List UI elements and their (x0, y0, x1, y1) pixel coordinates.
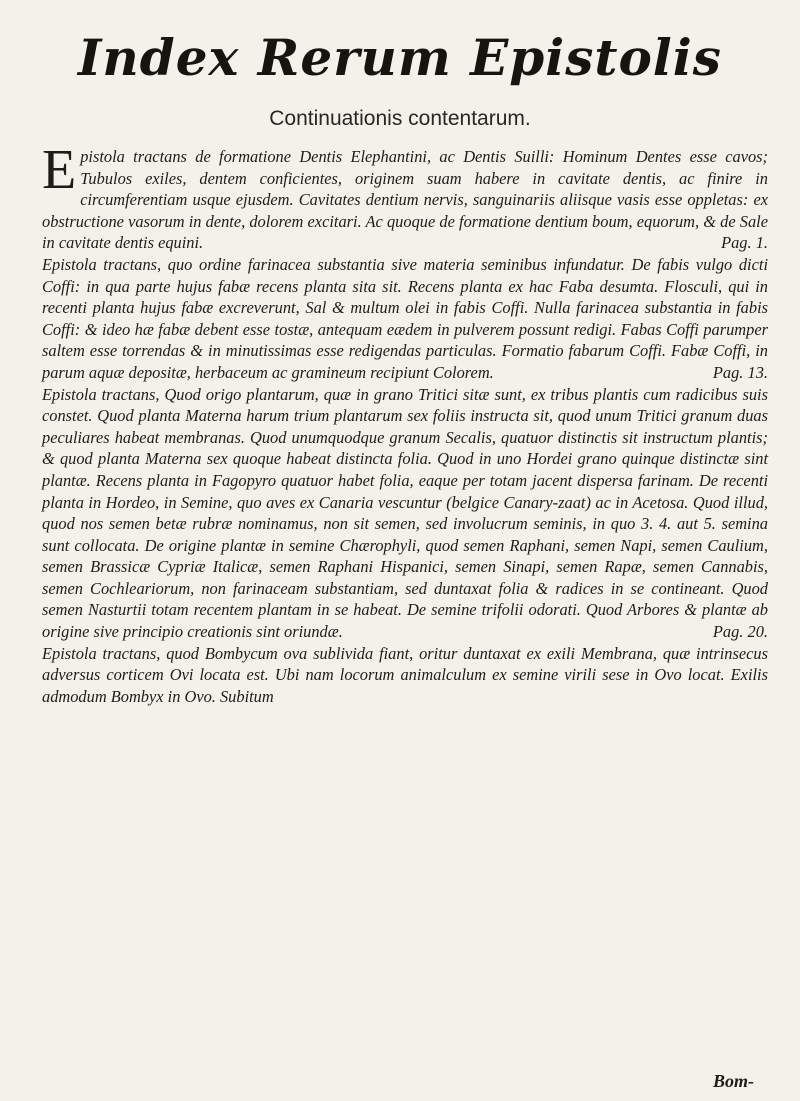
page-reference: Pag. 13. (712, 362, 768, 382)
index-title: Index Rerum Epistolis (78, 28, 722, 87)
index-entry (42, 384, 768, 643)
entry-text: Epistola tractans, Quod origo plantarum, quæ in grano Tritici sitæ sunt, ex tribus plantis cum radicibus suis constet. Quod planta Materna harum trium plantarum sex foliis instructa sit, quod unum Tritici granum duas peculiares habeat membranas. Quod unumquodque granum Secalis, quatuor distinctis sit instructum plantis; & quod planta Materna sex quoque habeat distincta folia. Quod in uno Hordei grano quinque distinctæ sint plantæ. Recens planta in Fagopyro quatuor habet folia, eaque per totam jacent dispersa farinam. De recenti planta in Hordeo, in Semine, quo aves ex Canaria vescuntur (belgice Canary-zaat) ac in Acetosa. Quod illud, quod nos semen betæ rubræ nominamus, non sit semen, sed involucrum seminis, in quo 3. 4. aut 5. semina sunt collocata. De origine plantæ in semine Chærophyli, quod semen Raphani, semen Napi, semen Caulium, semen Brassicæ Cypriæ Italicæ, semen Raphani Hispanici, semen Sinapi, semen Rapæ, semen Cannabis, semen Cochleariorum, non farinaceam substantiam, sed duntaxat folia & radices in se contineant. Quod semen Nasturtii totam recentem plantam in se habeat. De semine trifolii odorati. Quod Arbores & plantæ ab origine sive principio creationis sint oriundæ. (42, 384, 768, 642)
entry-text: Epistola tractans, quo ordine farinacea substantia sive materia seminibus infundatur. De fabis vulgo dicti Coffi: in qua parte hujus fabæ recens planta sita sit. Recens planta ex hac Faba desumta. Flosculi, qui in recenti planta hujus fabæ excreverunt, Sal & multum olei in fabis Coffi. Nulla farinacea substantia in fabis Coffi: & ideo hæ fabæ debent esse tostæ, antequam eædem in pulverem possunt redigi. Fabas Coffi parumper saltem esse torrendas & in minutissimas esse redigendas particulas. Formatio fabarum Coffi. Fabæ Coffi, in parum aquæ depositæ, herbaceum ac gramineum recipiunt Colorem. (42, 254, 768, 382)
index-entry (42, 254, 768, 384)
entry-text: Epistola tractans, quod Bombycum ova sublivida fiant, oritur duntaxat ex exili Membrana, quæ intrinsecus adversus corticem Ovi locata est. Ubi nam locorum animalculum ex semine virili sese in Ovo locat. Exilis admodum Bombyx in Ovo. Subitum (42, 643, 768, 706)
catchword: Bom- (712, 1071, 754, 1091)
page-reference: Pag. 20. (712, 622, 768, 642)
index-body (42, 139, 768, 707)
index-entry (42, 139, 768, 254)
entry-text: Epistola tractans de formatione Dentis Elephantini, ac Dentis Suilli: Hominum Dentes esse cavos; Tubulos exiles, dentem conficientes, originem suam habere in cavitate dentis, ac finire in circumferentiam usque ejusdem. Cavitates dentium nervis, sanguinariis aliisque vasis esse oppletas: ex obstructione vasorum in dente, dolorem excitari. Ac quoque de formatione dentium boum, equorum, & de Sale in cavitate dentis equini. (42, 139, 768, 253)
page-reference: Pag. 1. (721, 233, 768, 253)
index-subtitle: Continuationis contentarum. (269, 107, 531, 130)
index-entry (42, 643, 768, 708)
